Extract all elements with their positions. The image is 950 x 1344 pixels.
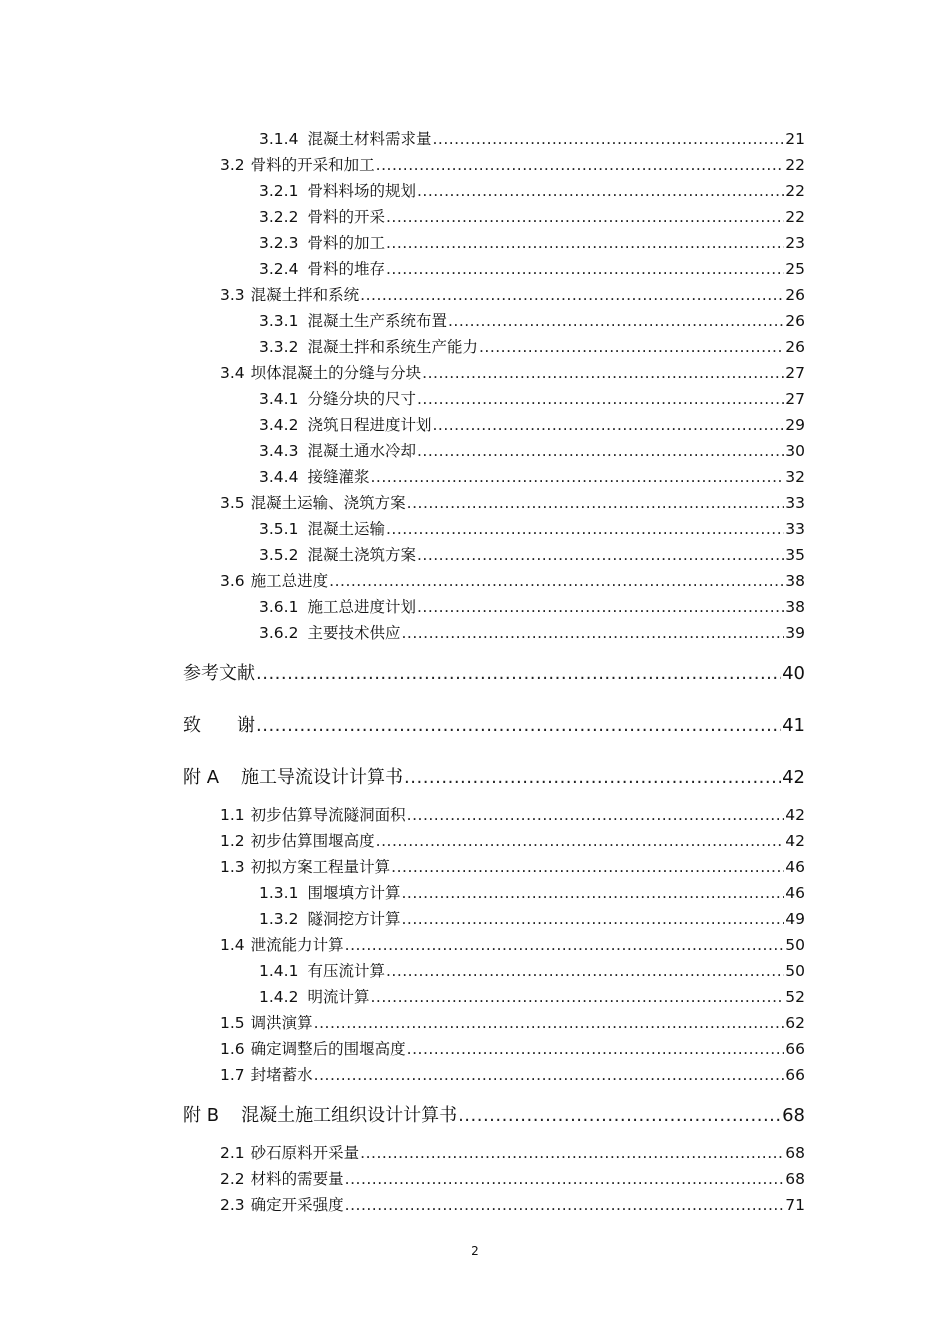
toc-entry-number: 3.2.4 bbox=[259, 260, 299, 278]
toc-entry-number: 3.5 bbox=[220, 494, 245, 512]
toc-entry-title: 调洪演算 bbox=[250, 1014, 313, 1032]
toc-entry[interactable] bbox=[259, 881, 805, 905]
toc-entry-number: 2.3 bbox=[220, 1196, 245, 1214]
toc-entry[interactable] bbox=[259, 621, 805, 645]
toc-leader-dots bbox=[345, 1193, 785, 1217]
toc-entry-number: 3.4.3 bbox=[259, 442, 299, 460]
toc-entry[interactable] bbox=[259, 387, 805, 411]
toc-entry-page: 33 bbox=[785, 520, 805, 538]
toc-entry-page: 27 bbox=[785, 364, 805, 382]
toc-entry-title: 施工总进度计划 bbox=[307, 598, 416, 616]
toc-entry[interactable] bbox=[259, 179, 805, 203]
toc-leader-dots bbox=[391, 855, 784, 879]
toc-entry[interactable] bbox=[183, 712, 805, 740]
toc-entry-page: 52 bbox=[785, 988, 805, 1006]
toc-leader-dots bbox=[386, 959, 784, 983]
toc-entry-number: 3.5.1 bbox=[259, 520, 299, 538]
toc-leader-dots bbox=[407, 803, 785, 827]
toc-leader-dots bbox=[407, 1037, 785, 1061]
toc-entry[interactable] bbox=[220, 361, 805, 385]
toc-entry-title: 泄流能力计算 bbox=[250, 936, 344, 954]
toc-entry-page: 27 bbox=[785, 390, 805, 408]
toc-entry-page: 35 bbox=[785, 546, 805, 564]
toc-entry[interactable] bbox=[220, 153, 805, 177]
toc-entry-title: 骨料的堆存 bbox=[307, 260, 385, 278]
toc-entry-page: 39 bbox=[785, 624, 805, 642]
toc-leader-dots bbox=[376, 829, 785, 853]
toc-entry-page: 23 bbox=[785, 234, 805, 252]
toc-entry-number: 3.2 bbox=[220, 156, 245, 174]
toc-entry-page: 26 bbox=[785, 286, 805, 304]
toc-entry-number: 1.3.2 bbox=[259, 910, 299, 928]
toc-leader-dots bbox=[407, 491, 785, 515]
toc-entry-title: 隧洞挖方计算 bbox=[307, 910, 401, 928]
toc-entry-number: 3.2.2 bbox=[259, 208, 299, 226]
toc-entry-page: 71 bbox=[785, 1196, 805, 1214]
toc-entry[interactable] bbox=[220, 829, 805, 853]
toc-entry[interactable] bbox=[220, 491, 805, 515]
toc-entry-page: 22 bbox=[785, 156, 805, 174]
toc-entry[interactable] bbox=[259, 595, 805, 619]
toc-entry-page: 29 bbox=[785, 416, 805, 434]
toc-leader-dots bbox=[448, 309, 784, 333]
toc-entry-title: 混凝土生产系统布置 bbox=[307, 312, 447, 330]
toc-entry-title: 初步估算导流隧洞面积 bbox=[250, 806, 406, 824]
toc-entry-number: 3.2.1 bbox=[259, 182, 299, 200]
toc-entry-page: 26 bbox=[785, 312, 805, 330]
toc-entry-page: 68 bbox=[782, 1105, 805, 1126]
toc-leader-dots bbox=[386, 231, 784, 255]
toc-entry-title: 致 谢 bbox=[183, 715, 255, 736]
toc-entry-number: 3.1.4 bbox=[259, 130, 299, 148]
toc-leader-dots bbox=[376, 153, 785, 177]
toc-entry-title: 浇筑日程进度计划 bbox=[307, 416, 432, 434]
toc-leader-dots bbox=[404, 764, 781, 792]
toc-entry-page: 38 bbox=[785, 598, 805, 616]
toc-entry-title: 施工导流设计计算书 bbox=[241, 767, 404, 788]
toc-leader-dots bbox=[345, 1167, 785, 1191]
toc-entry-page: 25 bbox=[785, 260, 805, 278]
toc-entry-number: 附 B bbox=[183, 1105, 220, 1126]
toc-entry-number: 3.4.2 bbox=[259, 416, 299, 434]
toc-entry[interactable] bbox=[259, 439, 805, 463]
toc-entry-title: 主要技术供应 bbox=[307, 624, 401, 642]
toc-leader-dots bbox=[386, 205, 784, 229]
toc-entry-number: 3.4 bbox=[220, 364, 245, 382]
toc-entry[interactable] bbox=[183, 1102, 805, 1130]
toc-entry[interactable] bbox=[220, 803, 805, 827]
toc-entry-number: 3.6 bbox=[220, 572, 245, 590]
toc-entry-page: 41 bbox=[782, 715, 805, 736]
toc-entry-number: 1.4 bbox=[220, 936, 245, 954]
toc-entry[interactable] bbox=[259, 907, 805, 931]
toc-leader-dots bbox=[401, 907, 784, 931]
toc-entry[interactable] bbox=[183, 764, 805, 792]
toc-entry-page: 26 bbox=[785, 338, 805, 356]
toc-entry[interactable] bbox=[259, 257, 805, 281]
toc-entry-title: 初步估算围堰高度 bbox=[250, 832, 375, 850]
toc-leader-dots bbox=[256, 660, 781, 688]
toc-leader-dots bbox=[386, 517, 784, 541]
toc-entry-page: 66 bbox=[785, 1066, 805, 1084]
toc-entry-number: 1.3 bbox=[220, 858, 245, 876]
toc-entry-page: 66 bbox=[785, 1040, 805, 1058]
toc-entry[interactable] bbox=[259, 205, 805, 229]
toc-entry-number: 3.3.2 bbox=[259, 338, 299, 356]
toc-leader-dots bbox=[370, 985, 784, 1009]
toc-entry-page: 40 bbox=[782, 663, 805, 684]
toc-leader-dots bbox=[417, 179, 784, 203]
toc-entry-page: 22 bbox=[785, 208, 805, 226]
toc-entry-number: 3.4.4 bbox=[259, 468, 299, 486]
toc-entry-page: 68 bbox=[785, 1170, 805, 1188]
toc-entry-title: 施工总进度 bbox=[250, 572, 329, 590]
page-number: 2 bbox=[471, 1244, 479, 1258]
toc-leader-dots bbox=[386, 257, 784, 281]
toc-leader-dots bbox=[417, 387, 784, 411]
toc-entry-page: 21 bbox=[785, 130, 805, 148]
toc-entry-number: 3.4.1 bbox=[259, 390, 299, 408]
toc-entry[interactable] bbox=[220, 1167, 805, 1191]
toc-leader-dots bbox=[314, 1011, 785, 1035]
toc-entry-number: 3.2.3 bbox=[259, 234, 299, 252]
toc-entry[interactable] bbox=[220, 1063, 805, 1087]
toc-entry-page: 46 bbox=[785, 858, 805, 876]
toc-entry[interactable] bbox=[220, 569, 805, 593]
toc-leader-dots bbox=[401, 621, 784, 645]
toc-entry[interactable] bbox=[220, 1037, 805, 1061]
toc-entry-number: 1.4.1 bbox=[259, 962, 299, 980]
toc-leader-dots bbox=[458, 1102, 781, 1130]
toc-entry-title: 混凝土通水冷却 bbox=[307, 442, 416, 460]
toc-entry-title: 接缝灌浆 bbox=[307, 468, 370, 486]
toc-leader-dots bbox=[422, 361, 784, 385]
toc-leader-dots bbox=[417, 439, 784, 463]
toc-entry-title: 确定开采强度 bbox=[250, 1196, 344, 1214]
toc-entry[interactable] bbox=[220, 1141, 805, 1165]
toc-entry-number: 附 A bbox=[183, 767, 220, 788]
toc-entry-number: 3.6.1 bbox=[259, 598, 299, 616]
toc-entry[interactable] bbox=[259, 309, 805, 333]
toc-entry-number: 1.4.2 bbox=[259, 988, 299, 1006]
toc-entry[interactable] bbox=[259, 413, 805, 437]
toc-entry-number: 1.5 bbox=[220, 1014, 245, 1032]
toc-entry[interactable] bbox=[259, 543, 805, 567]
toc-entry[interactable] bbox=[220, 1193, 805, 1217]
toc-entry-title: 混凝土运输、浇筑方案 bbox=[250, 494, 406, 512]
toc-leader-dots bbox=[432, 413, 784, 437]
toc-entry-title: 确定调整后的围堰高度 bbox=[250, 1040, 406, 1058]
toc-entry-page: 68 bbox=[785, 1144, 805, 1162]
toc-leader-dots bbox=[417, 595, 784, 619]
toc-entry-number: 3.5.2 bbox=[259, 546, 299, 564]
toc-entry-number: 1.6 bbox=[220, 1040, 245, 1058]
toc-entry-page: 46 bbox=[785, 884, 805, 902]
toc-entry-page: 50 bbox=[785, 936, 805, 954]
toc-entry-page: 49 bbox=[785, 910, 805, 928]
toc-entry[interactable] bbox=[220, 283, 805, 307]
toc-entry-page: 32 bbox=[785, 468, 805, 486]
toc-entry[interactable] bbox=[183, 660, 805, 688]
toc-entry-number: 1.2 bbox=[220, 832, 245, 850]
toc-leader-dots bbox=[360, 283, 784, 307]
toc-entry-title: 混凝土运输 bbox=[307, 520, 385, 538]
toc-entry[interactable] bbox=[259, 985, 805, 1009]
toc-leader-dots bbox=[360, 1141, 784, 1165]
toc-entry-title: 围堰填方计算 bbox=[307, 884, 401, 902]
toc-entry-title: 骨料的加工 bbox=[307, 234, 385, 252]
toc-entry[interactable] bbox=[220, 855, 805, 879]
toc-entry-number: 3.3.1 bbox=[259, 312, 299, 330]
toc-leader-dots bbox=[401, 881, 784, 905]
toc-entry-page: 62 bbox=[785, 1014, 805, 1032]
toc-entry-title: 分缝分块的尺寸 bbox=[307, 390, 416, 408]
toc-entry-page: 22 bbox=[785, 182, 805, 200]
toc-entry[interactable] bbox=[259, 231, 805, 255]
toc-entry-title: 骨料的开采 bbox=[307, 208, 385, 226]
toc-entry-number: 2.1 bbox=[220, 1144, 245, 1162]
toc-leader-dots bbox=[329, 569, 784, 593]
toc-entry-number: 2.2 bbox=[220, 1170, 245, 1188]
toc-entry[interactable] bbox=[259, 517, 805, 541]
toc-leader-dots bbox=[256, 712, 781, 740]
toc-entry-title: 砂石原料开采量 bbox=[250, 1144, 360, 1162]
toc-entry[interactable] bbox=[259, 335, 805, 359]
toc-entry-title: 参考文献 bbox=[183, 663, 255, 684]
toc-leader-dots bbox=[345, 933, 785, 957]
toc-entry[interactable] bbox=[259, 465, 805, 489]
toc-entry[interactable] bbox=[259, 959, 805, 983]
toc-leader-dots bbox=[370, 465, 784, 489]
toc-entry-title: 封堵蓄水 bbox=[250, 1066, 313, 1084]
toc-entry-title: 骨料的开采和加工 bbox=[250, 156, 375, 174]
toc-entry-title: 混凝土拌和系统生产能力 bbox=[307, 338, 478, 356]
toc-entry-number: 1.3.1 bbox=[259, 884, 299, 902]
toc-entry-title: 材料的需要量 bbox=[250, 1170, 344, 1188]
toc-entry-title: 混凝土施工组织设计计算书 bbox=[241, 1105, 458, 1126]
toc-leader-dots bbox=[417, 543, 784, 567]
toc-entry[interactable] bbox=[220, 1011, 805, 1035]
toc-entry[interactable] bbox=[259, 127, 805, 151]
toc-entry-page: 38 bbox=[785, 572, 805, 590]
toc-entry-page: 33 bbox=[785, 494, 805, 512]
toc-entry-number: 1.7 bbox=[220, 1066, 245, 1084]
toc-leader-dots bbox=[314, 1063, 785, 1087]
toc-entry-number: 3.6.2 bbox=[259, 624, 299, 642]
toc-entry-title: 初拟方案工程量计算 bbox=[250, 858, 391, 876]
toc-entry-title: 坝体混凝土的分缝与分块 bbox=[250, 364, 422, 382]
toc-entry-page: 42 bbox=[785, 832, 805, 850]
toc-entry-title: 有压流计算 bbox=[307, 962, 385, 980]
toc-entry-title: 混凝土拌和系统 bbox=[250, 286, 360, 304]
toc-entry-title: 明流计算 bbox=[307, 988, 370, 1006]
toc-entry-page: 50 bbox=[785, 962, 805, 980]
toc-entry-page: 42 bbox=[782, 767, 805, 788]
toc-entry-page: 42 bbox=[785, 806, 805, 824]
toc-leader-dots bbox=[432, 127, 784, 151]
toc-entry-page: 30 bbox=[785, 442, 805, 460]
toc-entry-number: 1.1 bbox=[220, 806, 245, 824]
toc-entry[interactable] bbox=[220, 933, 805, 957]
toc-leader-dots bbox=[479, 335, 784, 359]
toc-entry-number: 3.3 bbox=[220, 286, 245, 304]
toc-entry-title: 混凝土浇筑方案 bbox=[307, 546, 416, 564]
toc-entry-title: 骨料料场的规划 bbox=[307, 182, 416, 200]
toc-entry-title: 混凝土材料需求量 bbox=[307, 130, 432, 148]
